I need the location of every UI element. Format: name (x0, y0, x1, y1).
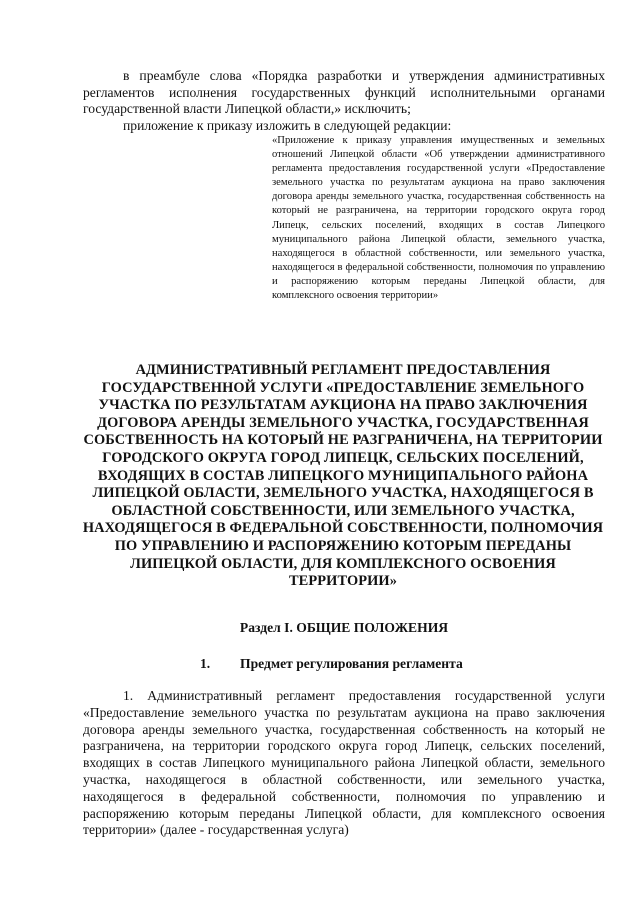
subsection-title: Предмет регулирования регламента (240, 656, 463, 671)
subsection-number: 1. (200, 656, 211, 671)
paragraph-1: 1. Административный регламент предоставления государственной услуги «Предоставление земельного участка по результатам аукциона на право заключения договора аренды земельного участка, государственная собственность на который не разграничена, на территории городского округа город Липецк, сельских поселений, входящих в состав Липецкого муниципального района Липецкой области, земельного участка, находящегося в областной собственности, или земельного участка, находящегося в федеральной собственности, полномочия по управлению и распоряжению которым переданы Липецкой области, для комплексного освоения территории» (далее - государственная услуга) (83, 688, 605, 838)
regulation-title: АДМИНИСТРАТИВНЫЙ РЕГЛАМЕНТ ПРЕДОСТАВЛЕНИЯ ГОСУДАРСТВЕННОЙ УСЛУГИ «ПРЕДОСТАВЛЕНИЕ ЗЕМЕЛЬНОГО УЧАСТКА ПО РЕЗУЛЬТАТАМ АУКЦИОНА НА ПРАВО ЗАКЛЮЧЕНИЯ ДОГОВОРА АРЕНДЫ ЗЕМЕЛЬНОГО УЧАСТКА, ГОСУДАРСТВЕННАЯ СОБСТВЕННОСТЬ НА КОТОРЫЙ НЕ РАЗГРАНИЧЕНА, НА ТЕРРИТОРИИ ГОРОДСКОГО ОКРУГА ГОРОД ЛИПЕЦК, СЕЛЬСКИХ ПОСЕЛЕНИЙ, ВХОДЯЩИХ В СОСТАВ ЛИПЕЦКОГО МУНИЦИПАЛЬНОГО РАЙОНА ЛИПЕЦКОЙ ОБЛАСТИ, ЗЕМЕЛЬНОГО УЧАСТКА, НАХОДЯЩЕГОСЯ В ОБЛАСТНОЙ СОБСТВЕННОСТИ, ИЛИ ЗЕМЕЛЬНОГО УЧАСТКА, НАХОДЯЩЕГОСЯ В ФЕДЕРАЛЬНОЙ СОБСТВЕННОСТИ, ПОЛНОМОЧИЯ ПО УПРАВЛЕНИЮ И РАСПОРЯЖЕНИЮ КОТОРЫМ ПЕРЕДАНЫ ЛИПЕЦКОЙ ОБЛАСТИ, ДЛЯ КОМПЛЕКСНОГО ОСВОЕНИЯ ТЕРРИТОРИИ» (82, 362, 604, 590)
section-title: Раздел I. ОБЩИЕ ПОЛОЖЕНИЯ (239, 620, 449, 635)
subsection-heading (200, 656, 463, 672)
appendix-paragraph: приложение к приказу изложить в следующей редакции: (123, 118, 452, 133)
preamble-paragraph: в преамбуле слова «Порядка разработки и утверждения административных регламентов исполнения государственных функций исполнительными органами государственной власти Липецкой области,» исключить; (83, 68, 605, 116)
appendix-quote-block: «Приложение к приказу управления имущественных и земельных отношений Липецкой области «Об утверждении административного регламента предоставления государственной услуги «Предоставление земельного участка по результатам аукциона на право заключения договора аренды земельного участка, государственная собственность на который не разграничена, на территории городского округа город Липецк, сельских поселений, входящих в состав Липецкого муниципального района Липецкой области, земельного участка, находящегося в областной собственности, или земельного участка, находящегося в федеральной собственности, полномочия по управлению и распоряжению которым переданы Липецкой области, для комплексного освоения территории» (272, 135, 605, 302)
